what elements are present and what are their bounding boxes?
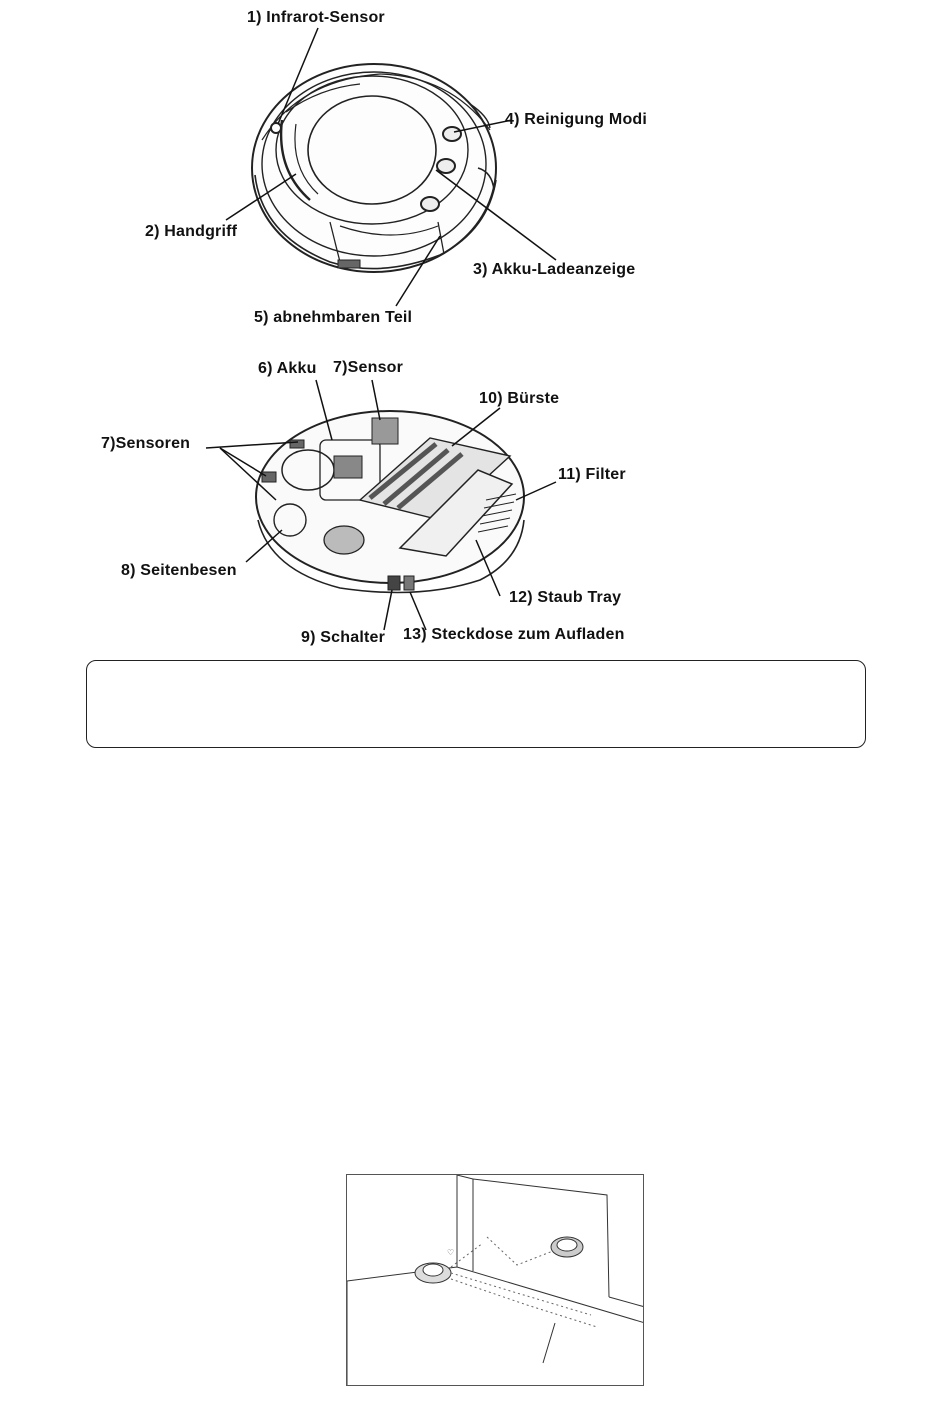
label-filter: 11) Filter: [558, 466, 626, 483]
label-switch: 9) Schalter: [301, 629, 386, 646]
label-removable-part: 5) abnehmbaren Teil: [254, 309, 413, 326]
label-battery-indicator: 3) Akku-Ladeanzeige: [473, 261, 636, 278]
label-brush: 10) Bürste: [479, 390, 560, 407]
label-cleaning-modes: 4) Reinigung Modi: [505, 111, 648, 128]
room-illustration: [347, 1175, 644, 1386]
label-sensors: 7)Sensoren: [101, 435, 191, 452]
room-illustration-frame: [346, 1174, 644, 1386]
label-side-brush: 8) Seitenbesen: [121, 562, 237, 579]
robot-bottom-view-illustration: [0, 0, 950, 660]
label-charging-socket: 13) Steckdose zum Aufladen: [403, 626, 625, 643]
label-battery: 6) Akku: [258, 360, 317, 377]
label-handle: 2) Handgriff: [145, 223, 238, 240]
note-box: [86, 660, 866, 748]
label-sensor: 7)Sensor: [333, 359, 404, 376]
label-dust-tray: 12) Staub Tray: [509, 589, 622, 606]
heart-icon: ♡: [447, 1248, 455, 1257]
label-infrared-sensor: 1) Infrarot-Sensor: [247, 9, 385, 26]
